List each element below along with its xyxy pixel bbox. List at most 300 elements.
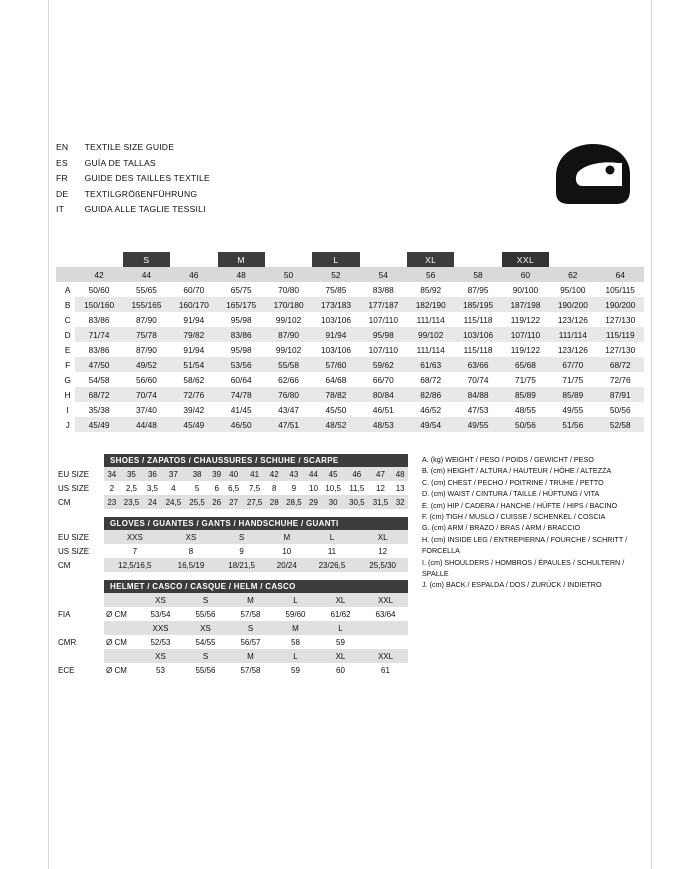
- cell: 24: [143, 495, 161, 509]
- cell: 115/118: [454, 342, 501, 357]
- cell: 43/47: [265, 402, 312, 417]
- textile-size-table: [56, 252, 644, 432]
- row-label: F: [65, 359, 71, 370]
- cell: 95/98: [360, 327, 407, 342]
- cell: 61/63: [407, 357, 454, 372]
- cell: 63/64: [363, 607, 408, 621]
- header-cell: XXL: [363, 593, 408, 607]
- cell: 55/56: [183, 607, 228, 621]
- cell: 54/58: [75, 372, 122, 387]
- size-group-row: [56, 252, 644, 267]
- cell: 64/68: [312, 372, 359, 387]
- legend-item: I. (cm) SHOULDERS / HOMBROS / ÉPAULES / SCHULTERN / SPALLE: [422, 557, 625, 579]
- unit-empty: [104, 593, 138, 607]
- cell: 71/74: [75, 327, 122, 342]
- language-code: IT: [56, 204, 65, 214]
- cell: 115/118: [454, 312, 501, 327]
- helmet-header-row: [56, 649, 408, 663]
- cell: 95/100: [549, 282, 596, 297]
- cell: 10: [267, 544, 307, 558]
- cell: 23/26,5: [307, 558, 358, 572]
- legend-item: F. (cm) TIGH / MUSLO / CUISSE / SCHENKEL / COSCIA: [422, 512, 606, 522]
- row-label: US SIZE: [58, 546, 90, 556]
- group-cell-l: L: [312, 252, 359, 267]
- cell: 173/183: [312, 297, 359, 312]
- cell: 28,5: [282, 495, 306, 509]
- cell: 37: [162, 467, 186, 481]
- cell: 40: [224, 467, 242, 481]
- cell: 155/165: [123, 297, 170, 312]
- size-number: 56: [407, 267, 454, 282]
- cell: 3,5: [143, 481, 161, 495]
- table-row: [56, 327, 644, 342]
- cell: 24,5: [162, 495, 186, 509]
- cell: 87/95: [454, 282, 501, 297]
- cell: S: [216, 530, 267, 544]
- cell: 5: [185, 481, 209, 495]
- cell: 105/115: [597, 282, 645, 297]
- number-spacer: [56, 267, 75, 282]
- cell: 49/55: [454, 417, 501, 432]
- unit-cell: Ø CM: [104, 607, 138, 621]
- cell: 47/53: [454, 402, 501, 417]
- cell: 12,5/16,5: [104, 558, 166, 572]
- language-code: ES: [56, 157, 68, 168]
- cell: 55/65: [123, 282, 170, 297]
- cell: 61: [363, 663, 408, 677]
- cell: 48/53: [360, 417, 407, 432]
- language-code: DE: [56, 188, 69, 199]
- cell: 45/49: [170, 417, 217, 432]
- cell: 74/78: [218, 387, 265, 402]
- table-row: [56, 495, 408, 509]
- cell: 59/62: [360, 357, 407, 372]
- row-label: CMR: [58, 637, 77, 647]
- group-cell: [597, 252, 645, 267]
- cell: 107/110: [360, 312, 407, 327]
- cell: 62/66: [265, 372, 312, 387]
- cell: 83/86: [218, 327, 265, 342]
- cell: 72/76: [170, 387, 217, 402]
- row-label: D: [64, 329, 71, 340]
- measurement-legend: [408, 454, 644, 677]
- cell: 46: [345, 467, 369, 481]
- row-label: FIA: [58, 609, 71, 619]
- group-cell-s: S: [123, 252, 170, 267]
- cell: 4: [162, 481, 186, 495]
- cell: 35/38: [75, 402, 122, 417]
- cell: 90/100: [502, 282, 549, 297]
- cell: 12: [369, 481, 393, 495]
- cell: 87/90: [123, 342, 170, 357]
- header-cell: XXL: [363, 649, 408, 663]
- shoes-table: [56, 467, 408, 509]
- cell: 59: [273, 663, 318, 677]
- spacer: [56, 572, 408, 580]
- cell: 123/126: [549, 342, 596, 357]
- cell: 182/190: [407, 297, 454, 312]
- table-row: [56, 607, 408, 621]
- cell: 56/57: [228, 635, 273, 649]
- cell: XS: [166, 530, 217, 544]
- cell: 119/122: [502, 342, 549, 357]
- header-cell: XS: [138, 649, 183, 663]
- group-cell: [75, 252, 122, 267]
- header-cell: M: [228, 649, 273, 663]
- table-row: [56, 312, 644, 327]
- cell: 36: [143, 467, 161, 481]
- cell: 68/72: [75, 387, 122, 402]
- cell: 60/64: [218, 372, 265, 387]
- cell: 44: [306, 467, 322, 481]
- cell: 2,5: [120, 481, 144, 495]
- language-title: GUÍA DE TALLAS: [84, 157, 156, 168]
- gloves-section-title: GLOVES / GUANTES / GANTS / HANDSCHUHE / GUANTI: [104, 517, 408, 530]
- cell: 10: [306, 481, 322, 495]
- cell: 70/74: [123, 387, 170, 402]
- cell: 6: [209, 481, 225, 495]
- cell: 111/114: [407, 342, 454, 357]
- header-cell: XS: [183, 621, 228, 635]
- cell: 44/48: [123, 417, 170, 432]
- cell: 111/114: [407, 312, 454, 327]
- row-label: G: [64, 374, 71, 385]
- row-label: A: [64, 284, 71, 295]
- cell: 35: [120, 467, 144, 481]
- size-number: 62: [549, 267, 596, 282]
- cell: 87/90: [265, 327, 312, 342]
- cell: 26: [209, 495, 225, 509]
- table-row: [56, 297, 644, 312]
- cell: 46/50: [218, 417, 265, 432]
- cell: 50/56: [502, 417, 549, 432]
- cell: 71/75: [502, 372, 549, 387]
- table-row: [56, 467, 408, 481]
- cell: 65/75: [218, 282, 265, 297]
- header-cell: S: [228, 621, 273, 635]
- cell: 99/102: [407, 327, 454, 342]
- cell: 41/45: [218, 402, 265, 417]
- cell: 53/54: [138, 607, 183, 621]
- cell: 52/58: [597, 417, 645, 432]
- cell: 80/84: [360, 387, 407, 402]
- row-label: E: [64, 344, 71, 355]
- cell: 103/106: [454, 327, 501, 342]
- cell: 25,5/30: [357, 558, 408, 572]
- cell: 84/88: [454, 387, 501, 402]
- cell: 75/85: [312, 282, 359, 297]
- cell: 42: [266, 467, 282, 481]
- page-content: [56, 140, 644, 677]
- cell: 85/92: [407, 282, 454, 297]
- table-row: [56, 402, 644, 417]
- cell: 187/198: [502, 297, 549, 312]
- size-number-row: [56, 267, 644, 282]
- cell: 48/52: [312, 417, 359, 432]
- cell: 47: [369, 467, 393, 481]
- group-cell-xxl: XXL: [502, 252, 549, 267]
- group-cell: [360, 252, 407, 267]
- header-cell: XL: [318, 649, 363, 663]
- cell: 107/110: [502, 327, 549, 342]
- cell: 70/80: [265, 282, 312, 297]
- cell: 47/51: [265, 417, 312, 432]
- unit-cell: Ø CM: [104, 663, 138, 677]
- cell: 57/58: [228, 663, 273, 677]
- cell: 27: [224, 495, 242, 509]
- cell: 68/72: [407, 372, 454, 387]
- header-cell: L: [318, 621, 363, 635]
- cell: 38: [185, 467, 209, 481]
- cell: XL: [357, 530, 408, 544]
- size-number: 48: [218, 267, 265, 282]
- cell: 111/114: [549, 327, 596, 342]
- cell: 123/126: [549, 312, 596, 327]
- table-row: [56, 387, 644, 402]
- cell: 85/89: [549, 387, 596, 402]
- cell: M: [267, 530, 307, 544]
- cell: 99/102: [265, 342, 312, 357]
- cell: 12: [357, 544, 408, 558]
- cell: 63/66: [454, 357, 501, 372]
- cell: 8: [166, 544, 217, 558]
- unit-empty: [104, 621, 138, 635]
- cell: 8: [266, 481, 282, 495]
- cell: 37/40: [123, 402, 170, 417]
- cell: 57/60: [312, 357, 359, 372]
- cell: 31,5: [369, 495, 393, 509]
- legend-item: G. (cm) ARM / BRAZO / BRAS / ARM / BRACCIO: [422, 523, 581, 533]
- row-label: ECE: [58, 665, 75, 675]
- gloves-table: [56, 530, 408, 572]
- header-cell: S: [183, 649, 228, 663]
- cell: 47/50: [75, 357, 122, 372]
- cell: XXS: [104, 530, 166, 544]
- group-cell-m: M: [218, 252, 265, 267]
- cell: 34: [104, 467, 120, 481]
- table-row: [56, 372, 644, 387]
- table-row: [56, 282, 644, 297]
- cell: 9: [216, 544, 267, 558]
- cell: 18/21,5: [216, 558, 267, 572]
- header-cell: L: [273, 649, 318, 663]
- row-label: US SIZE: [58, 483, 90, 493]
- cell: 46/52: [407, 402, 454, 417]
- cell: 25,5: [185, 495, 209, 509]
- cell: 28: [266, 495, 282, 509]
- cell: 70/74: [454, 372, 501, 387]
- spacer: [56, 509, 408, 517]
- cell: 16,5/19: [166, 558, 217, 572]
- cell: 68/72: [597, 357, 645, 372]
- language-title: TEXTILE SIZE GUIDE: [84, 142, 175, 152]
- cell: 30,5: [345, 495, 369, 509]
- cell: 45/50: [312, 402, 359, 417]
- page-border-right: [651, 0, 652, 869]
- legend-item: B. (cm) HEIGHT / ALTURA / HAUTEUR / HÖHE / ALTEZZA: [422, 466, 612, 476]
- cell: 32: [392, 495, 408, 509]
- group-cell: [454, 252, 501, 267]
- cell: 83/86: [75, 342, 122, 357]
- cell: 78/82: [312, 387, 359, 402]
- language-title: GUIDA ALLE TAGLIE TESSILI: [84, 204, 206, 214]
- header-cell: M: [228, 593, 273, 607]
- size-number: 52: [312, 267, 359, 282]
- cell: 46/51: [360, 402, 407, 417]
- cell: 20/24: [267, 558, 307, 572]
- cell: 83/88: [360, 282, 407, 297]
- size-number: 54: [360, 267, 407, 282]
- cell: 72/76: [597, 372, 645, 387]
- legend-item: E. (cm) HIP / CADERA / HANCHE / HÜFTE / HIPS / BACINO: [422, 500, 618, 510]
- header: [56, 140, 644, 236]
- cell: 57/58: [228, 607, 273, 621]
- helmet-section-title: HELMET / CASCO / CASQUE / HELM / CASCO: [104, 580, 408, 593]
- cell: 49/52: [123, 357, 170, 372]
- accessory-tables: [56, 454, 408, 677]
- cell: 66/70: [360, 372, 407, 387]
- cell: 60: [318, 663, 363, 677]
- language-title: TEXTILGRÖßENFÜHRUNG: [84, 188, 198, 199]
- cell: 56/60: [123, 372, 170, 387]
- cell: 67/70: [549, 357, 596, 372]
- cell: 45: [321, 467, 345, 481]
- cell: 95/98: [218, 312, 265, 327]
- cell: 13: [392, 481, 408, 495]
- cell: 9: [282, 481, 306, 495]
- table-row: [56, 635, 408, 649]
- cell: 52/53: [138, 635, 183, 649]
- legend-item: J. (cm) BACK / ESPALDA / DOS / ZURÜCK / INDIETRO: [422, 580, 602, 590]
- cell: 55/58: [265, 357, 312, 372]
- cell: 127/130: [597, 342, 645, 357]
- row-label: B: [64, 299, 71, 310]
- helmet-header-row: [56, 621, 408, 635]
- header-cell: XS: [138, 593, 183, 607]
- size-number: 58: [454, 267, 501, 282]
- cell: 103/106: [312, 312, 359, 327]
- cell: 29: [306, 495, 322, 509]
- cell: L: [307, 530, 358, 544]
- cell: 55/56: [183, 663, 228, 677]
- group-cell: [170, 252, 217, 267]
- cell: 75/78: [123, 327, 170, 342]
- helmet-table: [56, 593, 408, 677]
- row-label: H: [64, 389, 71, 400]
- table-row: [56, 558, 408, 572]
- row-label: EU SIZE: [58, 532, 90, 542]
- helmet-icon: [552, 142, 634, 208]
- cell: 61/62: [318, 607, 363, 621]
- cell: 39/42: [170, 402, 217, 417]
- language-code: EN: [56, 142, 69, 152]
- cell: 48/55: [502, 402, 549, 417]
- cell: 2: [104, 481, 120, 495]
- cell: 59/60: [273, 607, 318, 621]
- cell: 54/55: [183, 635, 228, 649]
- table-row: [56, 342, 644, 357]
- cell: 59: [318, 635, 363, 649]
- row-label-empty: [56, 621, 104, 635]
- size-number: 42: [75, 267, 122, 282]
- row-label-empty: [56, 649, 104, 663]
- group-cell: [549, 252, 596, 267]
- group-spacer: [56, 252, 75, 267]
- cell: 119/122: [502, 312, 549, 327]
- header-cell-empty: [363, 621, 408, 635]
- cell: 23: [104, 495, 120, 509]
- cell: 48: [392, 467, 408, 481]
- header-cell: XXS: [138, 621, 183, 635]
- cell: 82/86: [407, 387, 454, 402]
- size-number: 60: [502, 267, 549, 282]
- language-code: FR: [56, 173, 68, 183]
- page-border-left: [48, 0, 49, 869]
- cell: 27,5: [243, 495, 267, 509]
- cell: 79/82: [170, 327, 217, 342]
- cell: 51/56: [549, 417, 596, 432]
- row-label: I: [66, 404, 69, 415]
- cell: 127/130: [597, 312, 645, 327]
- cell: 107/110: [360, 342, 407, 357]
- cell: 6,5: [224, 481, 242, 495]
- cell: 23,5: [120, 495, 144, 509]
- header-cell: XL: [318, 593, 363, 607]
- cell: 7: [104, 544, 166, 558]
- legend-item: D. (cm) WAIST / CINTURA / TAILLE / HÜFTUNG / VITA: [422, 489, 600, 499]
- cell: 103/106: [312, 342, 359, 357]
- cell: 50/56: [597, 402, 645, 417]
- unit-cell: Ø CM: [104, 635, 138, 649]
- header-cell: S: [183, 593, 228, 607]
- lower-section: [56, 454, 644, 677]
- legend-item: H. (cm) INSIDE LEG / ENTREPIERNA / FOURCHE / SCHRITT / FORCELLA: [422, 534, 628, 556]
- table-row: [56, 663, 408, 677]
- cell: 91/94: [312, 327, 359, 342]
- size-number: 50: [265, 267, 312, 282]
- cell: 65/68: [502, 357, 549, 372]
- cell: 71/75: [549, 372, 596, 387]
- legend-item: C. (cm) CHEST / PECHO / POITRINE / TRUHE / PETTO: [422, 477, 604, 487]
- size-number: 64: [597, 267, 645, 282]
- cell: 11,5: [345, 481, 369, 495]
- group-cell-xl: XL: [407, 252, 454, 267]
- cell: 83/86: [75, 312, 122, 327]
- header-cell: M: [273, 621, 318, 635]
- cell: 115/119: [597, 327, 645, 342]
- cell: 76/80: [265, 387, 312, 402]
- cell: 60/70: [170, 282, 217, 297]
- cell: 53: [138, 663, 183, 677]
- cell-empty: [363, 635, 408, 649]
- cell: 49/55: [549, 402, 596, 417]
- cell: 185/195: [454, 297, 501, 312]
- cell: 45/49: [75, 417, 122, 432]
- size-number: 44: [123, 267, 170, 282]
- table-row: [56, 544, 408, 558]
- unit-empty: [104, 649, 138, 663]
- cell: 53/56: [218, 357, 265, 372]
- cell: 91/94: [170, 342, 217, 357]
- cell: 41: [243, 467, 267, 481]
- cell: 85/89: [502, 387, 549, 402]
- cell: 150/160: [75, 297, 122, 312]
- cell: 190/200: [549, 297, 596, 312]
- cell: 165/175: [218, 297, 265, 312]
- cell: 170/180: [265, 297, 312, 312]
- table-row: [56, 417, 644, 432]
- cell: 87/91: [597, 387, 645, 402]
